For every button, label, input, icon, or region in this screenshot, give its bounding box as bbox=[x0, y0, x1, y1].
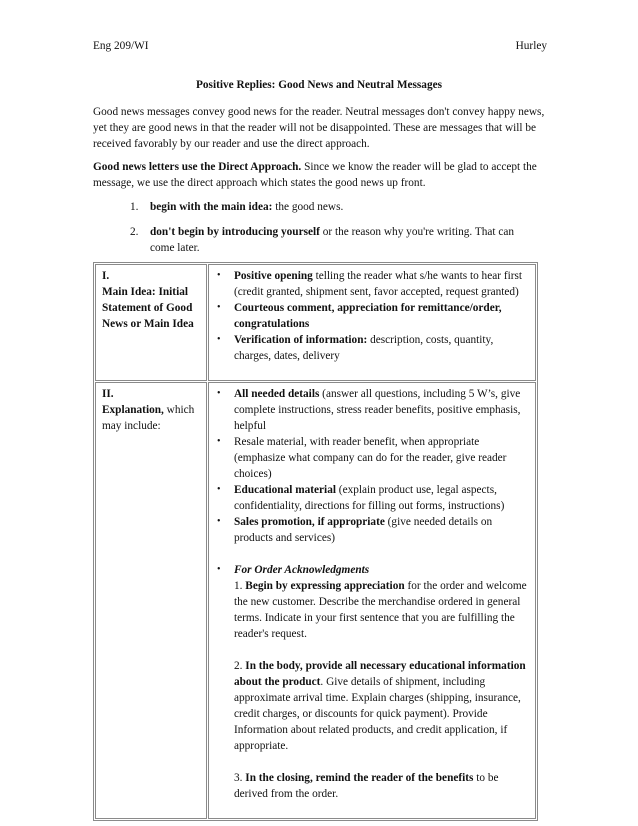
bullet-item bbox=[215, 434, 531, 482]
bullet-icon: • bbox=[217, 270, 221, 281]
section-label bbox=[95, 264, 207, 381]
step-text: for the order and welcome the new customer. Describe the merchandise ordered in general terms. Indicate in your first sentence that you are fulfilling the reader's request. bbox=[234, 580, 527, 640]
bullet-text: Resale material, with reader benefit, when appropriate (emphasize what company can do for the reader, give reader choices) bbox=[234, 436, 507, 480]
order-step-1 bbox=[234, 578, 531, 642]
section-label bbox=[95, 382, 207, 819]
approach-bold: Good news letters use the Direct Approach. bbox=[93, 161, 302, 173]
approach-paragraph bbox=[93, 159, 551, 191]
section-content bbox=[208, 382, 536, 819]
step-number: 3. bbox=[234, 772, 246, 784]
item-text: or the reason why you're writing. That can come later. bbox=[150, 226, 515, 254]
step-text: . Give details of shipment, including approximate arrival time. Explain charges (shipping, insurance, credit charges, or discounts for quick payment). Provide Information about related products, and credit application, if appropriate. bbox=[234, 676, 521, 752]
step-bold: In the body, provide all necessary educational information about the product bbox=[234, 660, 526, 688]
bullet-icon: • bbox=[217, 436, 221, 447]
bullet-icon: • bbox=[217, 484, 221, 495]
bullet-bold: Educational material bbox=[234, 484, 336, 496]
bullet-bold: Courteous comment, appreciation for remittance/order, congratulations bbox=[234, 302, 502, 330]
bullet-icon: • bbox=[217, 516, 221, 527]
page-title: Positive Replies: Good News and Neutral Messages bbox=[196, 79, 442, 91]
order-step-3 bbox=[234, 770, 531, 802]
course-code: Eng 209/WI bbox=[93, 40, 149, 52]
section-row-main-idea bbox=[95, 264, 536, 381]
item-text: the good news. bbox=[272, 201, 344, 213]
order-step-2 bbox=[234, 658, 531, 754]
author-name: Hurley bbox=[515, 40, 547, 52]
order-heading: For Order Acknowledgments bbox=[234, 564, 370, 576]
item-number: 2. bbox=[130, 226, 139, 238]
item-bold: begin with the main idea: bbox=[150, 201, 273, 213]
item-number: 1. bbox=[130, 201, 139, 213]
intro-paragraph: Good news messages convey good news for the reader. Neutral messages don't convey happy news, yet they are good news in that the reader will not be disappointed. These are messages that will be received favorably by our reader and use the direct approach. bbox=[93, 106, 545, 150]
step-number: 1. bbox=[234, 580, 246, 592]
bullet-icon: • bbox=[217, 302, 221, 313]
bullet-bold: Positive opening bbox=[234, 270, 313, 282]
section-content bbox=[208, 264, 536, 381]
bullet-bold: All needed details bbox=[234, 388, 320, 400]
step-text: to be derived from the order. bbox=[234, 772, 499, 800]
bullet-item bbox=[215, 514, 531, 546]
section-number: I. bbox=[102, 270, 110, 282]
order-acknowledgments-item bbox=[215, 562, 531, 802]
bullet-icon: • bbox=[217, 388, 221, 399]
bullet-bold: Verification of information: bbox=[234, 334, 368, 346]
step-bold: In the closing, remind the reader of the benefits bbox=[245, 772, 474, 784]
bullet-item bbox=[215, 386, 531, 434]
bullet-item bbox=[215, 300, 531, 332]
section-row-explanation bbox=[95, 382, 536, 819]
approach-text: Since we know the reader will be glad to accept the message, we use the direct approach which states the good news up front. bbox=[93, 161, 537, 189]
item-bold: don't begin by introducing yourself bbox=[150, 226, 320, 238]
section-subtitle: which may include: bbox=[102, 404, 195, 432]
bullet-item bbox=[215, 482, 531, 514]
step-bold: Begin by expressing appreciation bbox=[245, 580, 405, 592]
bullet-item bbox=[215, 268, 531, 300]
bullet-text: description, costs, quantity, charges, dates, delivery bbox=[234, 334, 494, 362]
section-title: Main Idea: Initial Statement of Good News or Main Idea bbox=[102, 286, 194, 330]
section-number: II. bbox=[102, 388, 114, 400]
bullet-icon: • bbox=[217, 334, 221, 345]
bullet-bold: Sales promotion, if appropriate bbox=[234, 516, 385, 528]
section-title: Explanation, bbox=[102, 404, 164, 416]
bullet-text: (answer all questions, including 5 W’s, give complete instructions, stress reader benefits, positive emphasis, helpful bbox=[234, 388, 521, 432]
structure-table bbox=[93, 262, 538, 821]
bullet-icon: • bbox=[217, 564, 221, 575]
bullet-text: telling the reader what s/he wants to hear first (credit granted, shipment sent, favor accepted, request granted) bbox=[234, 270, 523, 298]
bullet-text: (explain product use, legal aspects, confidentiality, directions for filling out forms, instructions) bbox=[234, 484, 505, 512]
bullet-item bbox=[215, 332, 531, 364]
bullet-text: (give needed details on products and services) bbox=[234, 516, 493, 544]
step-number: 2. bbox=[234, 660, 246, 672]
